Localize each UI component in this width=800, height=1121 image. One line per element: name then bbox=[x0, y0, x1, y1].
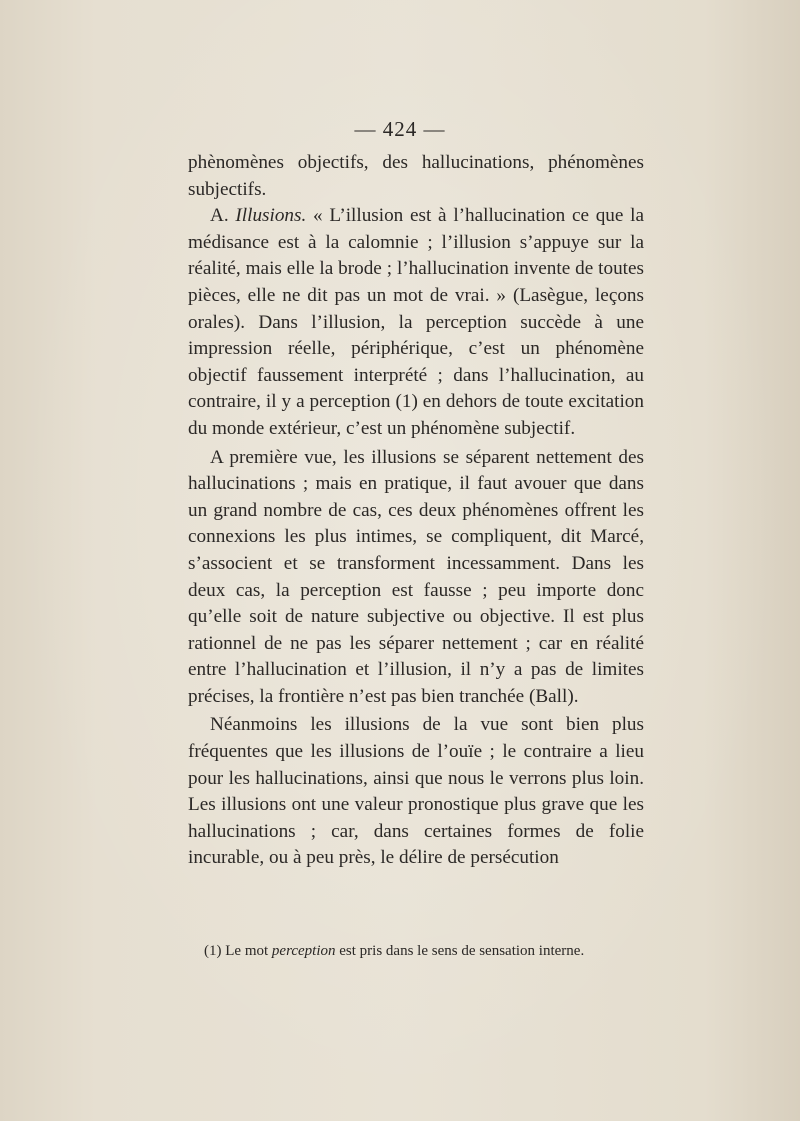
footnote bbox=[204, 941, 644, 961]
paragraph-illusions bbox=[188, 203, 644, 442]
paragraph-4: Néanmoins les illusions de la vue sont bien plus fréquentes que les illusions de l’ouïe ; le contraire a lieu pour les hallucinations, ainsi que nous le verrons plus loin. Les illusions ont une valeur pronostique plus grave que les hallucinations ; car, dans certaines formes de folie incurable, ou à peu près, le délire de persécution bbox=[188, 714, 644, 869]
footnote-marker: (1) bbox=[204, 943, 222, 959]
section-label: A. bbox=[210, 205, 229, 227]
paragraph-illusions-text: « L’illusion est à l’hallucination ce que la médisance est à la calomnie ; l’illusion s’appuye sur la réalité, mais elle la brode ; l’hallucination invente de toutes pièces, elle ne dit pas un mot de vrai. » (Lasègue, leçons orales). Dans l’illusion, la perception succède à une impression réelle, périphérique, c’est un phénomène objectif faussement interprété ; dans l’hallucination, au contraire, il y a perception (1) en dehors de toute excitation du monde extérieur, c’est un phénomène subjectif. bbox=[188, 205, 644, 439]
footnote-italic-term: perception bbox=[271, 943, 336, 959]
footnote-text-before: Le mot bbox=[225, 943, 269, 959]
page-number: — 424 — bbox=[354, 117, 446, 141]
footnote-text-after: est pris dans le sens de sensation interne. bbox=[339, 943, 585, 959]
paragraph-1: phènomènes objectifs, des hallucinations, phénomènes subjectifs. bbox=[188, 152, 644, 200]
body-text bbox=[188, 150, 644, 872]
paragraph-3: A première vue, les illusions se séparent nettement des hallucinations ; mais en pratique, il faut avouer que dans un grand nombre de cas, ces deux phénomènes offrent les connexions les plus intimes, se compliquent, dit Marcé, s’associent et se transforment incessamment. Dans les deux cas, la perception est fausse ; peu importe donc qu’elle soit de nature subjective ou objective. Il est plus rationnel de ne pas les séparer nettement ; car en réalité entre l’hallucination et l’illusion, il n’y a pas de limites précises, la frontière n’est pas bien tranchée (Ball). bbox=[188, 446, 644, 707]
section-heading: Illusions. bbox=[235, 205, 307, 227]
